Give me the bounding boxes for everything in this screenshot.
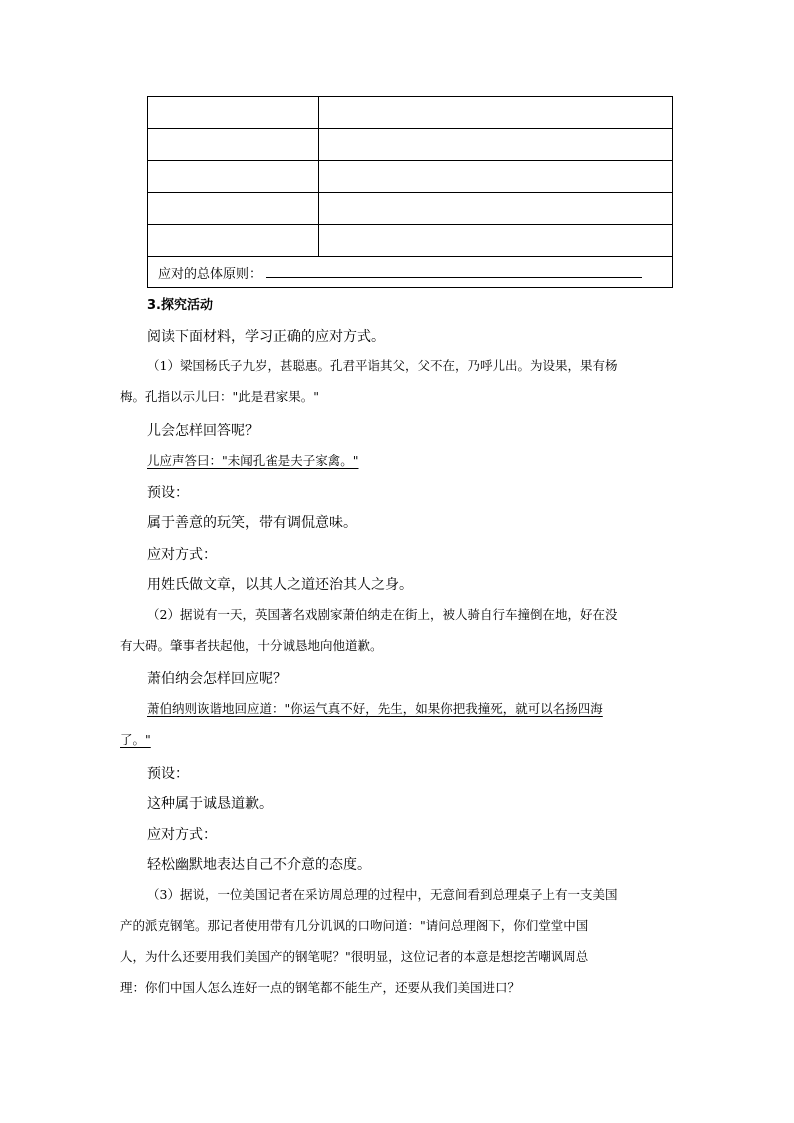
table-row <box>148 161 673 193</box>
case1-preset-text: 属于善意的玩笑，带有调侃意味。 <box>147 515 357 531</box>
case2-question: 萧伯纳会怎样回应呢？ <box>147 671 287 687</box>
response-table <box>147 96 673 288</box>
case1-method-label: 应对方式： <box>147 547 217 563</box>
table-row <box>148 193 673 225</box>
principle-row <box>148 257 673 288</box>
case1-text-line2: 梅。孔指以示儿曰："此是君家果。" <box>120 389 319 404</box>
case3-line1: （3）据说，一位美国记者在采访周总理的过程中，无意间看到总理桌子上有一支美国 <box>147 887 618 902</box>
intro-text: 阅读下面材料，学习正确的应对方式。 <box>147 329 385 345</box>
case3-line3: 人，为什么还要用我们美国产的钢笔呢？"很明显，这位记者的本意是想挖苦嘲讽周总 <box>120 949 589 964</box>
case2-answer-line2: 了。" <box>120 732 151 747</box>
table-row <box>148 97 673 129</box>
case2-method-text: 轻松幽默地表达自己不介意的态度。 <box>147 857 371 873</box>
table-row <box>148 225 673 257</box>
case2-text-line2: 有大碍。肇事者扶起他，十分诚恳地向他道歉。 <box>120 638 383 653</box>
case2-answer-line1: 萧伯纳则诙谐地回应道："你运气真不好，先生，如果你把我撞死，就可以名扬四海 <box>147 701 603 716</box>
case1-method-text: 用姓氏做文章，以其人之道还治其人之身。 <box>147 577 413 593</box>
principle-label: 应对的总体原则： <box>158 266 263 282</box>
case1-answer: 儿应声答曰："未闻孔雀是夫子家禽。" <box>147 453 359 468</box>
case1-preset-label: 预设： <box>147 485 189 501</box>
principle-blank <box>266 264 642 278</box>
case2-preset-text: 这种属于诚恳道歉。 <box>147 796 273 812</box>
section-title: 3.探究活动 <box>147 298 213 313</box>
case3-line2: 产的派克钢笔。那记者使用带有几分讥讽的口吻问道："请问总理阁下，你们堂堂中国 <box>120 918 589 933</box>
case1-question: 儿会怎样回答呢？ <box>147 423 259 439</box>
case1-text-line1: （1）梁国杨氏子九岁，甚聪惠。孔君平诣其父，父不在，乃呼儿出。为设果，果有杨 <box>147 358 618 373</box>
case2-text-line1: （2）据说有一天，英国著名戏剧家萧伯纳走在街上，被人骑自行车撞倒在地，好在没 <box>147 607 618 622</box>
case2-method-label: 应对方式： <box>147 827 217 843</box>
case3-line4: 理：你们中国人怎么连好一点的钢笔都不能生产，还要从我们美国进口？ <box>120 980 521 995</box>
case2-preset-label: 预设： <box>147 766 189 782</box>
table-row <box>148 129 673 161</box>
